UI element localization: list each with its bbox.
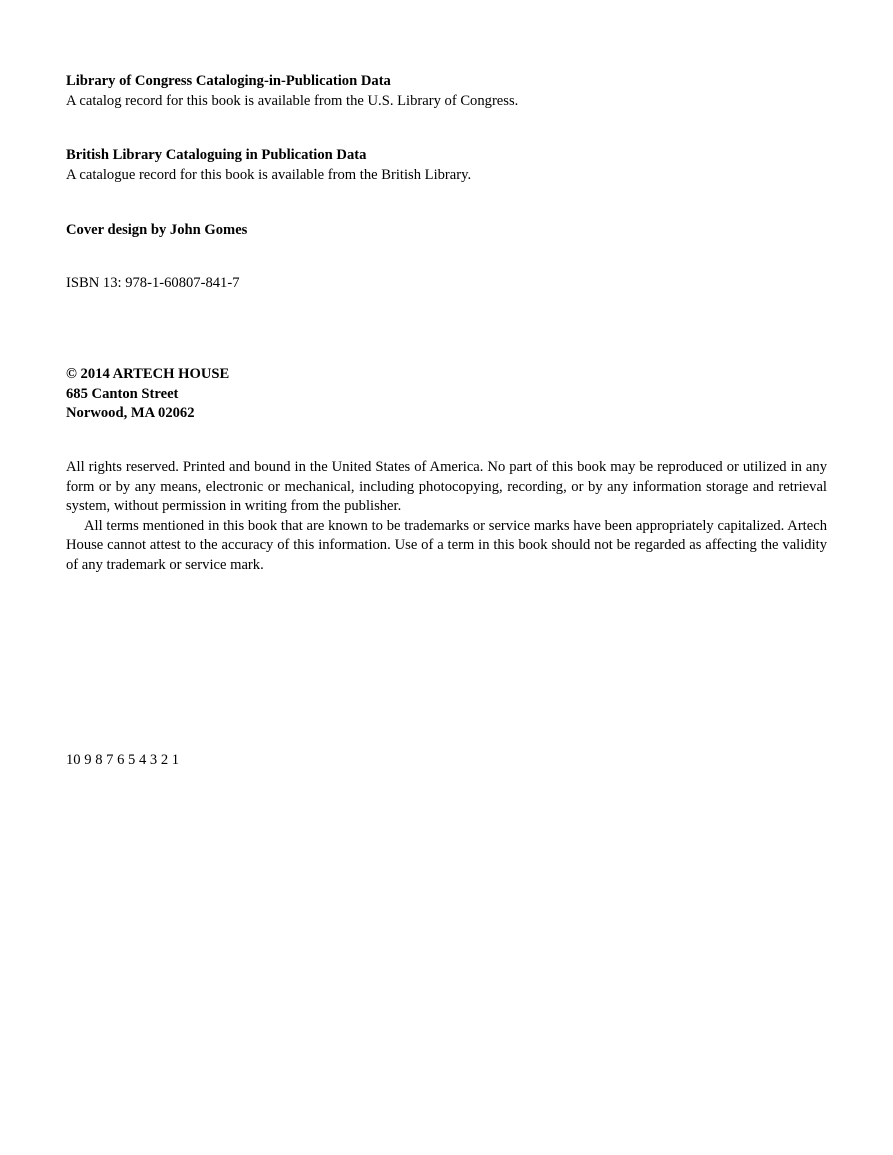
- printing-line: 10 9 8 7 6 5 4 3 2 1: [66, 752, 180, 768]
- bl-cip-section: [66, 146, 471, 185]
- isbn-section: [66, 274, 240, 294]
- publisher-street: 685 Canton Street: [66, 385, 179, 402]
- publisher-city: Norwood, MA 02062: [66, 405, 195, 422]
- bl-cip-heading: British Library Cataloguing in Publication Data: [66, 147, 367, 163]
- cover-credit: Cover design by John Gomes: [66, 222, 248, 238]
- trademark-paragraph: All terms mentioned in this book that are known to be trademarks or service marks have been appropriately capitalized. Artech House cannot attest to the accuracy of this information. Use of a term in this book should not be regarded as affecting the validity of any trademark or service mark.: [66, 517, 827, 573]
- printing-line-section: [66, 751, 179, 771]
- rights-paragraph: All rights reserved. Printed and bound in the United States of America. No part of this book may be reproduced or utilized in any form or by any means, electronic or mechanical, including photocopying, recording, or by any information storage and retrieval system, without permission in writing from the publisher.: [66, 459, 827, 515]
- cover-credit-section: [66, 221, 247, 241]
- copyright-notice: © 2014 ARTECH HOUSE: [66, 366, 230, 382]
- lc-cip-heading: Library of Congress Cataloging-in-Publication Data: [66, 73, 391, 89]
- lc-cip-section: [66, 72, 518, 111]
- publisher-address: [66, 365, 229, 424]
- isbn-number: ISBN 13: 978-1-60807-841-7: [66, 275, 240, 291]
- lc-cip-text: A catalog record for this book is available from the U.S. Library of Congress.: [66, 92, 519, 109]
- rights-statement: [66, 458, 827, 576]
- bl-cip-text: A catalogue record for this book is available from the British Library.: [66, 166, 472, 183]
